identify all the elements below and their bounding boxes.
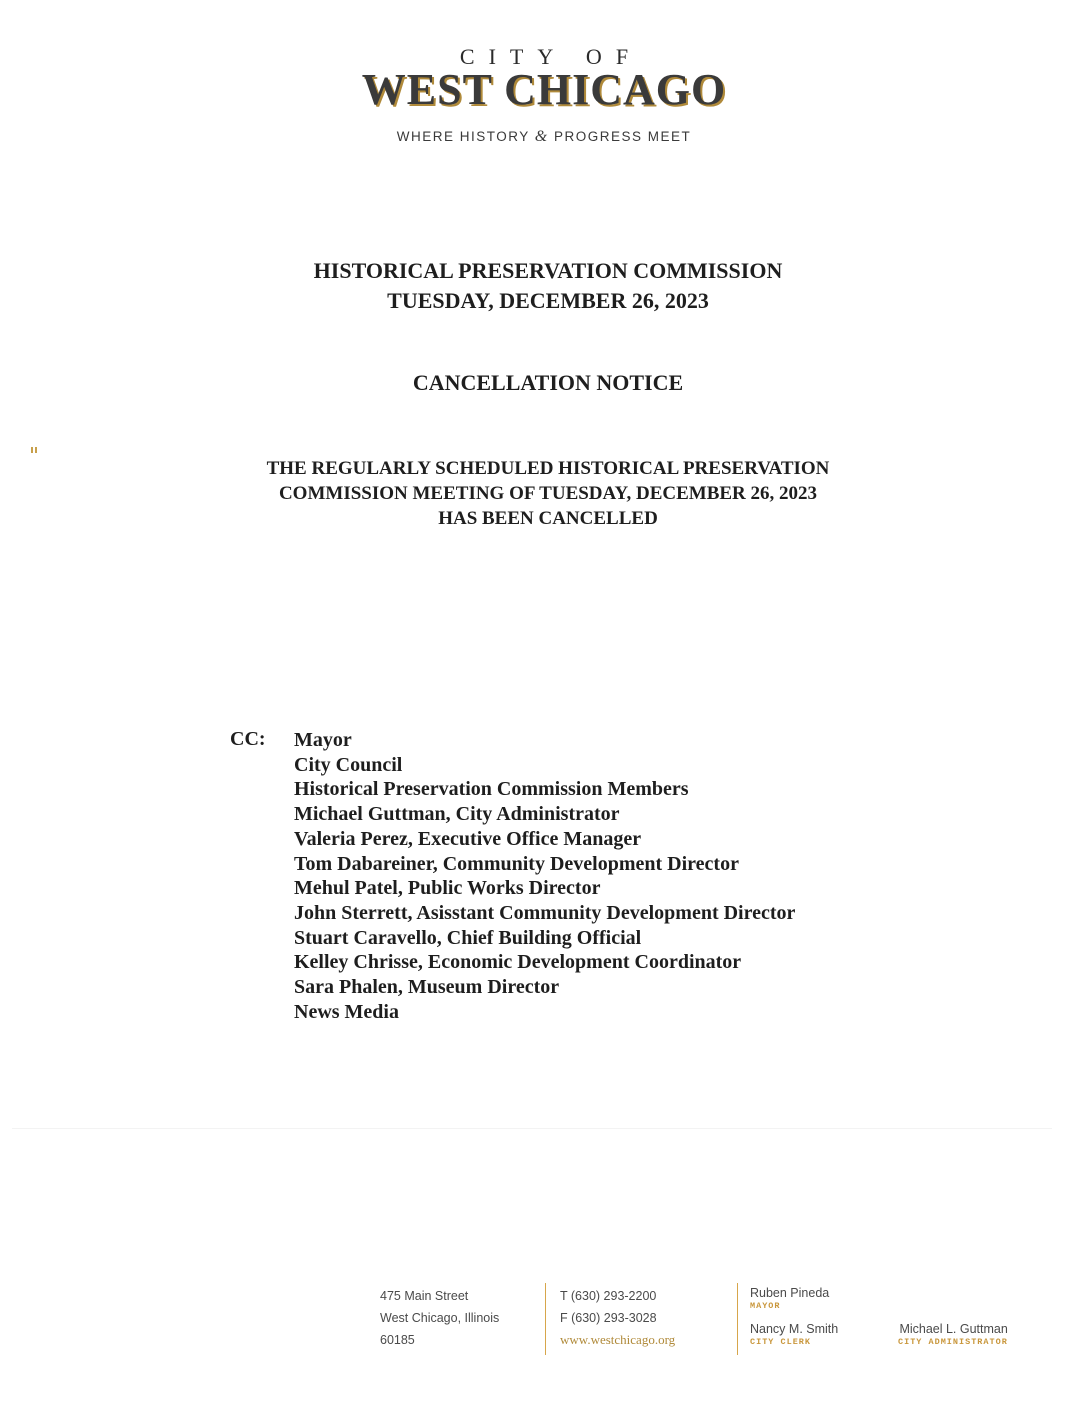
- address-street: 475 Main Street: [380, 1289, 469, 1303]
- cc-recipient: Valeria Perez, Executive Office Manager: [294, 827, 642, 850]
- cc-recipient: Mayor: [294, 729, 352, 751]
- notice-line-3: HAS BEEN CANCELLED: [438, 508, 658, 529]
- cc-recipient: Historical Preservation Commission Members: [294, 778, 689, 801]
- cc-recipient: Tom Dabareiner, Community Development Director: [294, 852, 739, 875]
- tagline-right: PROGRESS MEET: [553, 129, 692, 144]
- official-name: Nancy M. Smith: [750, 1322, 839, 1336]
- footer-divider: [545, 1283, 546, 1355]
- divider: [12, 1128, 1052, 1129]
- notice-body: [0, 456, 1088, 531]
- fax-number: F (630) 293-3028: [560, 1311, 657, 1325]
- tagline: [0, 128, 1088, 146]
- cc-recipient: Michael Guttman, City Administrator: [294, 803, 620, 826]
- heading-line-1: HISTORICAL PRESERVATION COMMISSION: [313, 258, 783, 283]
- official-name: Ruben Pineda: [750, 1286, 830, 1300]
- cc-recipient: Kelley Chrisse, Economic Development Coordinator: [294, 951, 742, 974]
- phone-number: T (630) 293-2200: [560, 1289, 657, 1303]
- cc-recipient: Mehul Patel, Public Works Director: [294, 877, 601, 900]
- official-administrator: [898, 1322, 1008, 1348]
- logo-city-name: WEST CHICAGO: [361, 65, 727, 114]
- cc-recipient: John Sterrett, Asisstant Community Development Director: [294, 901, 796, 924]
- cc-label: CC:: [230, 728, 266, 750]
- cc-recipient: Stuart Caravello, Chief Building Official: [294, 926, 642, 949]
- footer-contact: [560, 1285, 675, 1351]
- address-zip: 60185: [380, 1333, 415, 1347]
- cc-recipient-list: [294, 728, 795, 1024]
- tagline-ampersand: &: [534, 128, 549, 145]
- official-title: MAYOR: [750, 1301, 781, 1311]
- notice-line-1: THE REGULARLY SCHEDULED HISTORICAL PRESERVATION: [266, 458, 830, 479]
- official-mayor: [750, 1286, 829, 1312]
- notice-title: CANCELLATION NOTICE: [412, 370, 684, 395]
- official-title: CITY CLERK: [750, 1337, 812, 1347]
- notice-line-2: COMMISSION MEETING OF TUESDAY, DECEMBER 26, 2023: [278, 483, 818, 504]
- logo-city-of: CITY OF: [459, 44, 643, 69]
- heading-line-2: TUESDAY, DECEMBER 26, 2023: [387, 288, 709, 313]
- website-link[interactable]: www.westchicago.org: [560, 1332, 676, 1347]
- cc-recipient: News Media: [294, 1000, 399, 1023]
- cc-recipient: City Council: [294, 753, 403, 776]
- cc-recipient: Sara Phalen, Museum Director: [294, 976, 560, 999]
- footer-address: [380, 1285, 499, 1351]
- official-name: Michael L. Guttman: [899, 1322, 1008, 1336]
- address-city: West Chicago, Illinois: [380, 1311, 500, 1325]
- official-title: CITY ADMINISTRATOR: [898, 1337, 1008, 1347]
- meeting-heading: [0, 256, 1088, 316]
- official-clerk: [750, 1322, 838, 1348]
- footer-divider: [737, 1283, 738, 1355]
- tagline-left: WHERE HISTORY: [396, 129, 530, 144]
- scan-mark: [31, 447, 37, 453]
